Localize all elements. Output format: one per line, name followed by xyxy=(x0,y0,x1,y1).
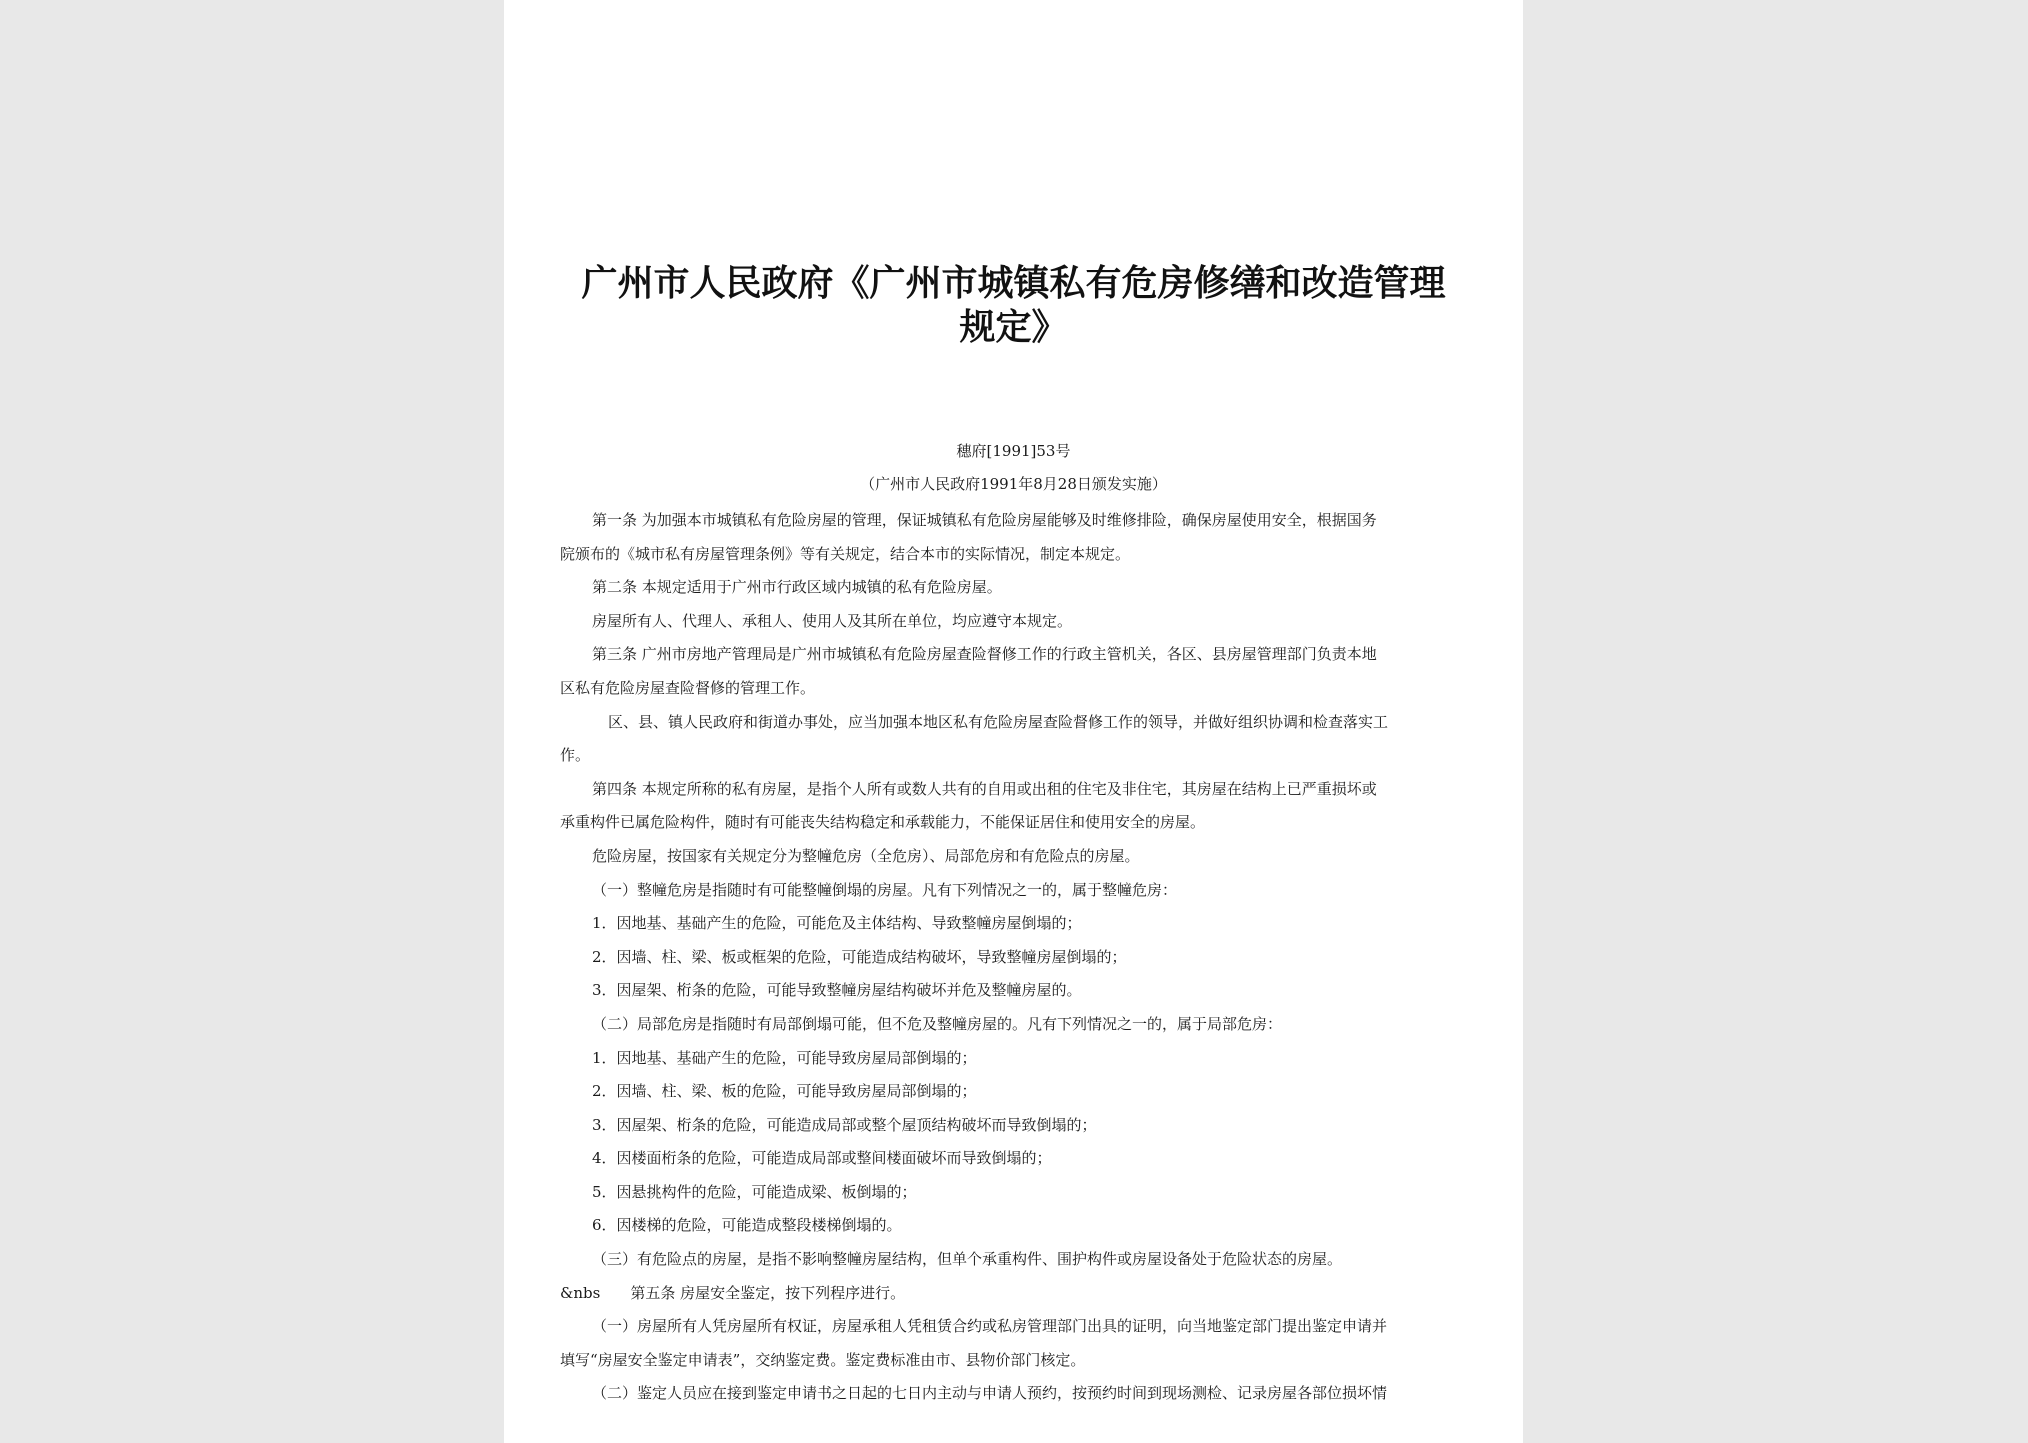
body-line: 1．因地基、基础产生的危险，可能危及主体结构、导致整幢房屋倒塌的； xyxy=(592,914,1082,933)
body-line: 第二条 本规定适用于广州市行政区域内城镇的私有危险房屋。 xyxy=(592,578,1002,597)
body-line: 4．因楼面桁条的危险，可能造成局部或整间楼面破坏而导致倒塌的； xyxy=(592,1149,1052,1168)
title-line-1: 广州市人民政府《广州市城镇私有危房修缮和改造管理 xyxy=(581,263,1446,304)
body-line: 6．因楼梯的危险，可能造成整段楼梯倒塌的。 xyxy=(592,1216,902,1235)
body-line: 5．因悬挑构件的危险，可能造成梁、板倒塌的； xyxy=(592,1182,917,1201)
body-line: （一）整幢危房是指随时有可能整幢倒塌的房屋。凡有下列情况之一的，属于整幢危房： xyxy=(592,880,1178,899)
document-number: 穗府[1991]53号 xyxy=(956,442,1071,460)
body-line: 填写“房屋安全鉴定申请表”，交纳鉴定费。鉴定费标准由市、县物价部门核定。 xyxy=(560,1350,1086,1369)
body-line: 2．因墙、柱、梁、板的危险，可能导致房屋局部倒塌的； xyxy=(592,1082,977,1101)
body-line: （三）有危险点的房屋，是指不影响整幢房屋结构，但单个承重构件、围护构件或房屋设备处于危险状态的房屋。 xyxy=(592,1250,1343,1269)
body-line: 第三条 广州市房地产管理局是广州市城镇私有危险房屋查险督修工作的行政主管机关，各区、县房屋管理部门负责本地 xyxy=(592,645,1377,664)
body-line: &nbs 第五条 房屋安全鉴定，按下列程序进行。 xyxy=(560,1283,906,1302)
body-line: （二）鉴定人员应在接到鉴定申请书之日起的七日内主动与申请人预约，按预约时间到现场测检、记录房屋各部位损坏情 xyxy=(592,1384,1388,1403)
body-line: （二）局部危房是指随时有局部倒塌可能，但不危及整幢房屋的。凡有下列情况之一的，属于局部危房： xyxy=(592,1014,1283,1033)
body-line: 区私有危险房屋查险督修的管理工作。 xyxy=(560,678,816,697)
body-line: 房屋所有人、代理人、承租人、使用人及其所在单位，均应遵守本规定。 xyxy=(592,611,1073,630)
body-line: （一）房屋所有人凭房屋所有权证，房屋承租人凭租赁合约或私房管理部门出具的证明，向当地鉴定部门提出鉴定申请并 xyxy=(592,1317,1388,1336)
body-line: 1．因地基、基础产生的危险，可能导致房屋局部倒塌的； xyxy=(592,1048,977,1067)
body-line: 第四条 本规定所称的私有房屋，是指个人所有或数人共有的自用或出租的住宅及非住宅，其房屋在结构上已严重损坏或 xyxy=(592,779,1377,798)
body-line: 第一条 为加强本市城镇私有危险房屋的管理，保证城镇私有危险房屋能够及时维修排险，确保房屋使用安全，根据国务 xyxy=(592,511,1377,529)
body-line: 区、县、镇人民政府和街道办事处，应当加强本地区私有危险房屋查险督修工作的领导，并做好组织协调和检查落实工 xyxy=(608,712,1389,731)
title-line-2: 规定》 xyxy=(959,307,1068,348)
body-line: 2．因墙、柱、梁、板或框架的危险，可能造成结构破坏，导致整幢房屋倒塌的； xyxy=(592,947,1127,966)
body-line: 3．因屋架、桁条的危险，可能导致整幢房屋结构破坏并危及整幢房屋的。 xyxy=(592,981,1082,1000)
document-page xyxy=(504,0,1523,1443)
body-line: 院颁布的《城市私有房屋管理条例》等有关规定，结合本市的实际情况，制定本规定。 xyxy=(560,544,1131,563)
body-line: 危险房屋，按国家有关规定分为整幢危房（全危房）、局部危房和有危险点的房屋。 xyxy=(592,846,1140,865)
document-body xyxy=(560,504,1474,1411)
body-line: 作。 xyxy=(560,746,591,765)
document-title xyxy=(504,262,1523,350)
issue-note: （广州市人民政府1991年8月28日颁发实施） xyxy=(860,475,1167,493)
body-line: 承重构件已属危险构件，随时有可能丧失结构稳定和承载能力，不能保证居住和使用安全的房屋。 xyxy=(560,813,1206,832)
body-line: 3．因屋架、桁条的危险，可能造成局部或整个屋顶结构破坏而导致倒塌的； xyxy=(592,1115,1097,1134)
